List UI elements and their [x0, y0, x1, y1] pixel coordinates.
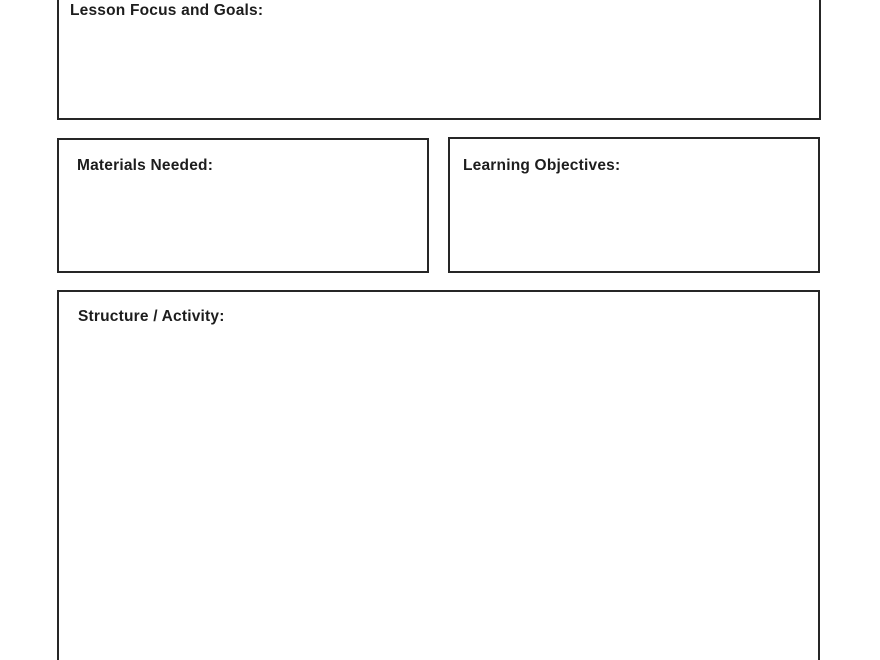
structure-activity-label: Structure / Activity: — [78, 308, 225, 325]
learning-objectives-label: Learning Objectives: — [463, 157, 621, 174]
materials-needed-label: Materials Needed: — [77, 157, 214, 174]
lesson-focus-field[interactable] — [57, 0, 821, 120]
materials-needed-field[interactable] — [57, 138, 429, 273]
learning-objectives-field[interactable] — [448, 137, 820, 273]
structure-activity-field[interactable] — [57, 290, 820, 660]
lesson-focus-label: Lesson Focus and Goals: — [70, 2, 264, 19]
